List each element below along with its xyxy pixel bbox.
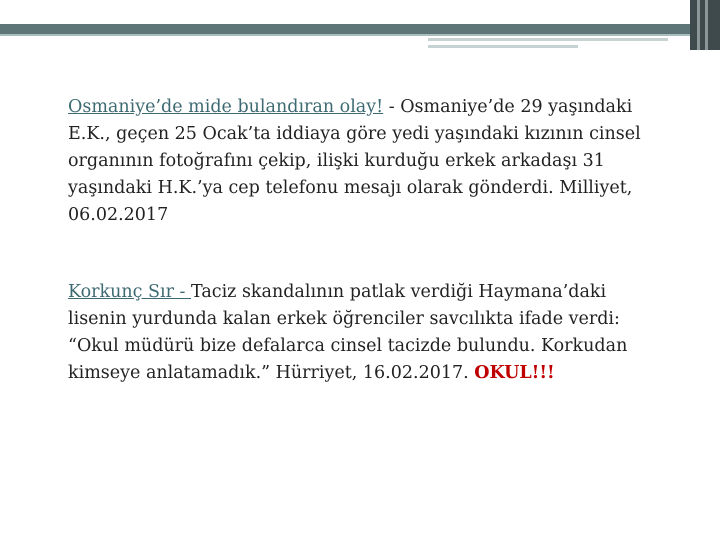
news-link-osmaniye[interactable]: Osmaniye’de mide bulandıran olay! (68, 97, 384, 117)
news-paragraph-2 (68, 279, 668, 387)
top-right-stripe (705, 0, 708, 50)
top-right-stripe (697, 0, 700, 50)
slide-body (68, 94, 668, 387)
news-link-korkunc-sir[interactable]: Korkunç Sır - (68, 282, 192, 302)
news-text-2: Taciz skandalının patlak verdiği Haymana’daki lisenin yurdunda kalan erkek öğrenciler savcılıkta ifade verdi: “Okul müdürü bize defalarca cinsel tacizde bulundu. Korkudan kimseye anlatamadık.” Hürriyet, 16.02.2017. (68, 282, 628, 383)
decorative-line (428, 38, 668, 41)
slide-top-decoration (0, 0, 720, 50)
news-paragraph-1 (68, 94, 668, 229)
news-text-1: - Osmaniye’de 29 yaşındaki E.K., geçen 25 Ocak’ta iddiaya göre yedi yaşındaki kızının cinsel organının fotoğrafını çekip, ilişki kurduğu erkek arkadaşı 31 yaşındaki H.K.’ya cep telefonu mesajı olarak gönderdi. Milliyet, 06.02.2017 (68, 97, 641, 225)
emphasis-text: OKUL!!! (474, 363, 555, 383)
decorative-line (428, 45, 578, 48)
top-bar (0, 24, 690, 34)
top-bar-accent (0, 34, 690, 36)
